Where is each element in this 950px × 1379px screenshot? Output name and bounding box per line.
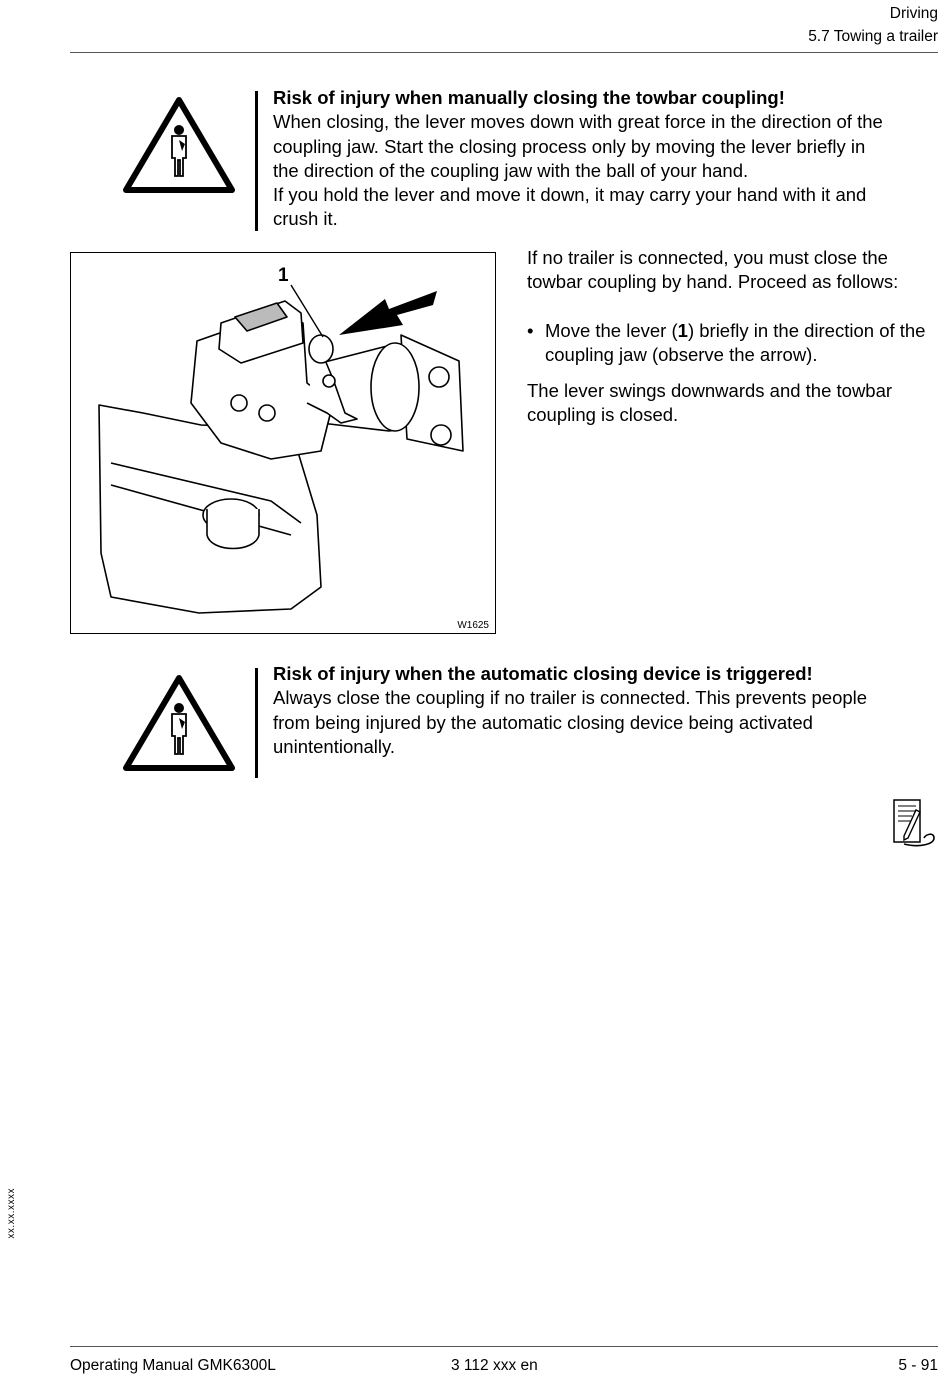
figure-code: W1625	[457, 620, 489, 631]
figure-callout-1: 1	[278, 265, 289, 286]
warning-line: crush it.	[273, 208, 338, 230]
bullet-lever-ref: 1	[677, 320, 688, 341]
bullet-text-end: ) briefly in the direction of the coupling jaw (observe the arrow).	[545, 320, 926, 366]
instruction-result: The lever swings downwards and the towbar coupling is closed.	[527, 380, 893, 426]
footer-page-number: 5 - 91	[898, 1357, 938, 1374]
note-page-icon	[890, 798, 938, 848]
header-rule	[70, 52, 938, 53]
warning-title: Risk of injury when manually closing the towbar coupling!	[273, 87, 785, 108]
warning-line: from being injured by the automatic closing device being activated	[273, 711, 813, 733]
bullet-text-start: Move the lever (	[545, 320, 678, 341]
warning-title: Risk of injury when the automatic closing device is triggered!	[273, 663, 813, 684]
warning-line: Always close the coupling if no trailer is connected. This prevents people	[273, 687, 868, 709]
warning-bar	[255, 91, 258, 231]
warning-line: When closing, the lever moves down with great force in the direction of the	[273, 111, 883, 133]
warning-bar	[255, 668, 258, 778]
footer-doc-number: 3 112 xxx en	[451, 1357, 538, 1374]
header-chapter: Driving	[889, 5, 938, 22]
warning-automatic-closing	[273, 662, 940, 759]
warning-line: unintentionally.	[273, 735, 396, 757]
warning-person-icon	[122, 96, 236, 194]
towbar-coupling-figure	[70, 252, 496, 634]
page-header	[808, 2, 938, 48]
side-document-code: xx.xx.xxxx	[6, 1188, 17, 1239]
footer-rule	[70, 1346, 938, 1347]
warning-line: coupling jaw. Start the closing process only by moving the lever briefly in	[273, 135, 866, 157]
warning-line: the direction of the coupling jaw with the ball of your hand.	[273, 159, 749, 181]
warning-line: If you hold the lever and move it down, it may carry your hand with it and	[273, 184, 867, 206]
bullet-marker: •	[527, 320, 534, 341]
footer-manual: Operating Manual GMK6300L	[70, 1357, 276, 1374]
warning-manual-closing	[273, 86, 940, 232]
instruction-bullet	[527, 319, 940, 368]
instruction-intro: If no trailer is connected, you must close the towbar coupling by hand. Proceed as follows:	[527, 247, 899, 293]
warning-person-icon	[122, 674, 236, 772]
header-section: 5.7 Towing a trailer	[808, 28, 938, 45]
towbar-coupling-illustration	[71, 253, 495, 633]
